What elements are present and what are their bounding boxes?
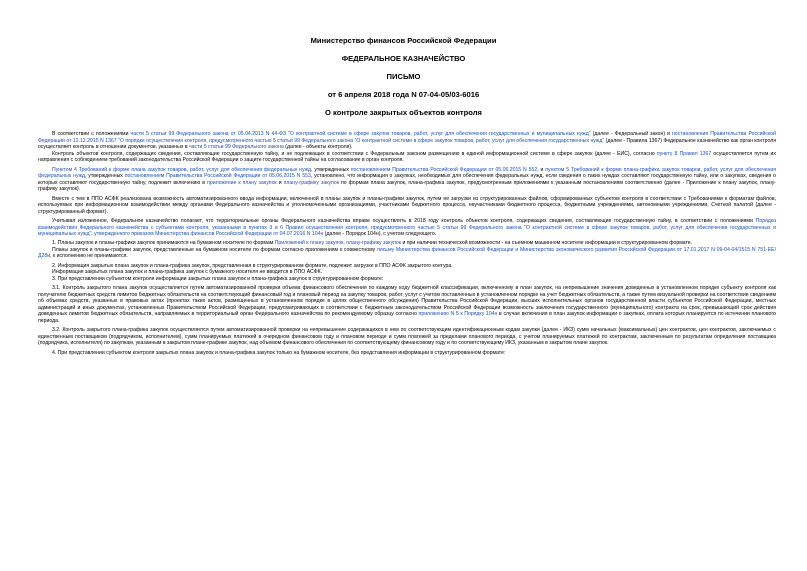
document-link[interactable]: пункту 8 Правил 1367 [656, 150, 712, 157]
paragraph-text: , утвержденных [85, 173, 125, 180]
document-link[interactable]: части 5 статьи 99 Федерального закона [188, 144, 284, 151]
paragraph-text: осуществляется путем их направления с соблюдением требований законодательства Российской Федерации о защите государственной тайны на согласование в орган контроля. [38, 150, 776, 164]
document-link[interactable]: пунктом 5 Требований к форме плана-графика закупок товаров, работ, услуг для обеспечения федеральных нужд [38, 166, 776, 180]
document-link[interactable]: Пунктом 4 Требований к форме плана закупок товаров, работ, услуг для обеспечения федеральных нужд [52, 166, 312, 173]
paragraph-text: , установлено, что информация о закупках, необходимых для обеспечения федеральных нужд, если сведения о таких нуждах составляют государственную тайну, или о закупках, сведения о которых составляют государственную тайну, подлежит включению в [38, 173, 776, 186]
paragraph-text: по формам плана закупок, плана-графика закупок, предусмотренным приложениями к указанным постановлениям соответственно (далее - Приложение к плану закупок, плану-графику закупок). [38, 179, 776, 193]
document-link[interactable]: Приложений к плану закупок, плану-графику закупок [274, 240, 402, 247]
paragraph [38, 196, 776, 216]
paragraph [38, 167, 776, 193]
paragraph-text: 3.1. Контроль закрытого плана закупок осуществляется путем автоматизированной проверки объема финансового обеспечения по каждому коду бюджетной классификации, включенному в план закупок, на непревышение значения доведенных в установленном порядке субъекту контроля как получателю бюджетных средств лимитов бюджетных обязательств на соответствующий финансовый год и плановый период на закупку товаров, работ, услуг с учетом поставленных в установленном порядке на учет бюджетных обязательств, а также путем визуальной проверки на соответствие сведениям об объемах средств, указанных в правовых актах (проектах таких актов, размещенных в установленном порядке в целях общественного обсуждения) Правительства Российской Федерации, высших исполнительных органов государственной власти субъектов Российской Федерации, местных администраций и иных документах, установленных Правительством Российской Федерации, предусматривающих в соответствии с бюджетным законодательством Российской Федерации возможность заключения государственного (муниципального) контракта на срок, превышающий срок действия доведенных лимитов бюджетных обязательств, направляемых в территориальный орган Федерального казначейства по рекомендуемому образцу согласно [38, 285, 776, 318]
paragraph-text: Планы закупок и планы-графики закупок, представленные на бумажном носителе по формам согласно приложениям к совместному [52, 246, 378, 253]
paragraph-text: Учитывая изложенное, Федеральное казначейство полагает, что территориальные органы Федерального казначейства вправе осуществлять в 2018 году контроль объектов контроля, содержащих сведения, составляющие государственную тайну, в соответствии с положениями [52, 217, 756, 224]
paragraph-text: 1. Планы закупок и планы-графики закупок принимаются на бумажном носителе по формам [52, 240, 275, 247]
document-link[interactable]: постановления Правительства Российской Федерации от 12.12.2015 N 1367 "О порядке осуществления контроля, предусмотренного частью 5 статьи 99 Федерального закона "О контрактной системе в сфере закупок товаров, работ, услуг для обеспечения государственных нужд" [38, 131, 777, 144]
document-link[interactable]: Порядка взаимодействия Федерального казначейства с субъектами контроля, указанными в пунктах 3 и 6 Правил осуществления контроля, предусмотренного частью 5 статьи 99 Федерального закона "О контрактной системе в сфере закупок товаров, работ, услуг для обеспечения государственных и муниципальных нужд" [38, 217, 776, 238]
paragraph-text: 3. При представлении субъектом контроля информации закрытых плана закупок и плана-графика закупок в структурированном формате: [52, 275, 384, 282]
paragraph-text: Вместе с тем в ППО АСФК реализована возможность автоматизированного ввода информации, включенной в планы закупок и планы-графики закупок, путем ее загрузки из структурированных файлов, сформированных субъектом контроля в соответствии с Требованиями к форматам файлов, используемых при информационном взаимодействии между органами Федерального казначейства и уполномоченными организациями, участниками бюджетного процесса, неучастниками бюджетного процесса, бюджетными учреждениями, автономными учреждениями, Счетной палатой (далее - структурированный формат). [38, 195, 776, 215]
agency-heading: ФЕДЕРАЛЬНОЕ КАЗНАЧЕЙСТВО [341, 54, 466, 63]
paragraph [38, 263, 776, 270]
paragraph [38, 151, 776, 164]
paragraph [38, 218, 776, 238]
paragraph-text: В соответствии с положениями [52, 131, 131, 137]
paragraph-text: в случае включения в план закупок информации о закупках, оплата которых планируется по истечении планового периода. [38, 311, 776, 324]
document-link[interactable]: письму Министерства финансов Российской Федерации и Министерства экономического развития Российской Федерации от 17.01.2017 N 09-04-04/1515 N 751-ЕЕ/Д28и [38, 246, 776, 260]
paragraph-text: 2. Информация закрытых плана закупок и плана-графика закупок, представленная в структурированном формате, подлежит загрузке в ППО АСФК закрытого контура. [52, 262, 453, 269]
document-link[interactable]: постановлением Правительства Российской Федерации от 05.06.2015 N 553 [124, 173, 311, 180]
ministry-heading: Министерство финансов Российской Федерации [310, 36, 497, 45]
document-link[interactable]: , утвержденного приказом Министерства финансов Российской Федерации от 04.07.2016 N 104н [91, 231, 324, 238]
document-link[interactable]: части 5 статьи 99 Федерального закона от 05.04.2013 N 44-ФЗ "О контрактной системе в сфере закупок товаров, работ, услуг для обеспечения государственных и муниципальных нужд" [130, 131, 591, 137]
document-subject: О контроле закрытых объектов контроля [325, 108, 482, 117]
document-link[interactable]: приложению N 5 к Порядку 104н [418, 311, 498, 318]
paragraph-text: (далее - Правила 1367) Федеральное казначейство как орган контроля осуществляет контроль в отношении документов, указанных в [38, 137, 776, 151]
paragraph-text: и при наличии технической возможности - на съемном машинном носителе информации в структурированном формате. [401, 240, 693, 247]
paragraph [38, 276, 776, 283]
paragraph [38, 285, 776, 325]
paragraph [38, 350, 776, 357]
paragraph-text: 3.2. Контроль закрытого плана-графика закупок осуществляется путем автоматизированной проверки на непревышение содержащихся в нем по соответствующим идентификационным кодам закупки (далее - ИКЗ) сумм начальных (максимальных) цен контрактов, цен контрактов, заключаемых с единственным поставщиком (подрядчиком, исполнителем), сумм планируемых платежей в очередном финансовом году и плановом периоде и сумм платежей за пределами планового периода, с учетом планируемых платежей по контрактам, заключенным по результатам определения поставщика (подрядчика, исполнителя) по закупкам, указанным в закрытом плане-графике закупок, над объемом финансового обеспечения по соответствующему финансовому году и по соответствующему ИКЗ, указанным в закрытом плане закупок. [38, 327, 776, 347]
paragraph [38, 131, 776, 151]
document-link[interactable]: приложение к плану закупок [207, 179, 277, 186]
paragraph [38, 240, 776, 247]
document-type: ПИСЬМО [386, 72, 421, 81]
document-link[interactable]: плану-графику закупок [283, 179, 339, 186]
paragraph-text: (далее - Порядок 104н), с учетом следующего. [323, 231, 437, 238]
paragraph-text: , к исполнению не принимаются. [50, 253, 128, 260]
paragraph-text: (далее - Федеральный закон) и [590, 131, 673, 137]
paragraph-text: (далее - объекты контроля). [283, 144, 353, 151]
paragraph-text: и [276, 179, 284, 186]
paragraph-text: Информация закрытых плана закупок и плана-графика закупок с бумажного носителя не вводится в ППО АСФК. [52, 269, 323, 276]
paragraph-text: , утвержденных [311, 166, 351, 173]
paragraph [38, 327, 776, 347]
document-body [38, 131, 776, 359]
paragraph-text: , и [537, 166, 546, 173]
paragraph-text: Контроль объектов контроля, содержащих сведения, составляющие государственную тайну, и не подлежащих в соответствии с Федеральным законом размещению в единой информационной системе в сфере закупок (далее - ЕИС), согласно [52, 150, 657, 157]
paragraph [38, 269, 776, 276]
document-link[interactable]: постановлением Правительства Российской Федерации от 05.06.2015 N 552 [350, 166, 538, 173]
paragraph [38, 247, 776, 260]
document-date-number: от 6 апреля 2018 года N 07-04-05/03-6016 [327, 90, 480, 99]
paragraph-text: 4. При представлении субъектом контроля закрытых плана закупок и плана-графика закупок только на бумажном носителе, без представления информации в структурированном формате: [52, 349, 506, 356]
